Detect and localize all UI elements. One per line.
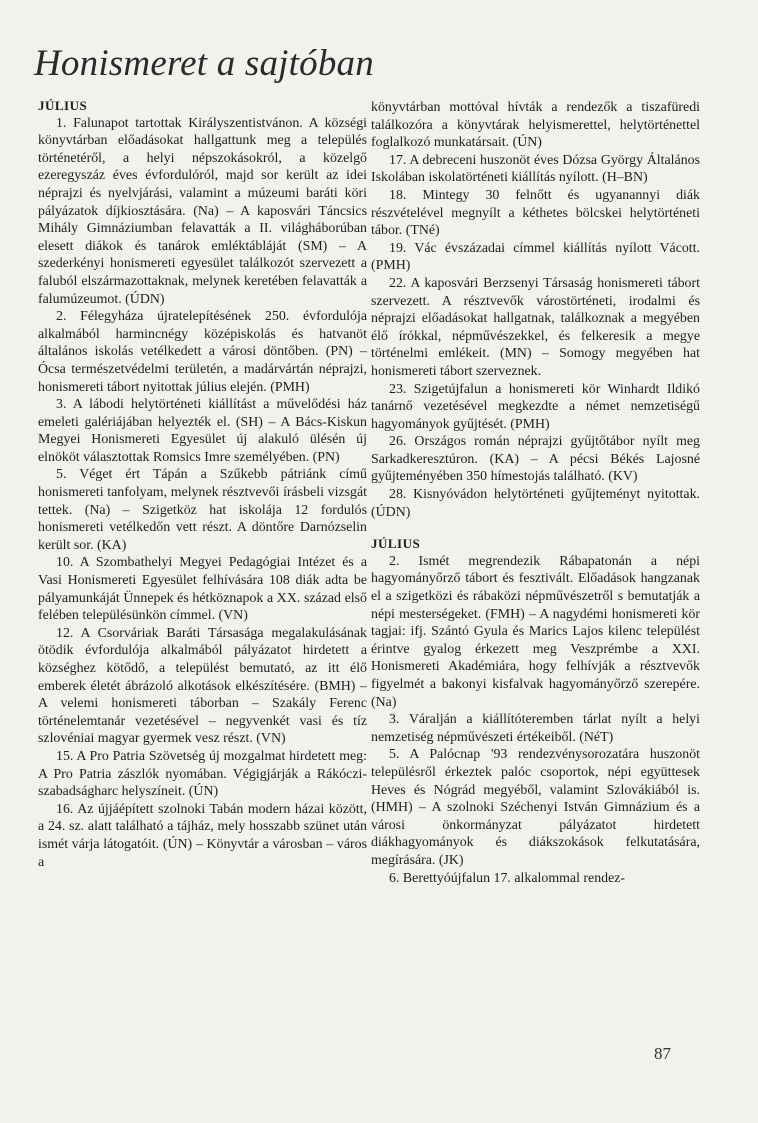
news-paragraph: 3. A lábodi helytörténeti kiállítást a művelődési ház emeleti galériájában helyezték el. (SH) – A Bács-Kiskun Megyei Honismereti Egyesület új alakuló ülésén új elnököt választottak Romsics Imre személyében. (PN) [38, 397, 367, 465]
news-paragraph: 18. Mintegy 30 felnőtt és ugyanannyi diák részvételével megnyílt a kéthetes bölcskei helytörténeti tábor. (TNé) [371, 187, 700, 239]
page-title: Honismeret a sajtóban [34, 43, 374, 84]
news-paragraph: 26. Országos román néprajzi gyűjtőtábor nyílt meg Sarkadkeresztúron. (KA) – A pécsi Békés Lajosné gyűjteményében 350 hímestojás található. (KV) [371, 434, 700, 485]
news-paragraph: 23. Szigetújfalun a honismereti kör Winhardt Ildikó tanárnő vezetésével megkezdte a német nemzetiségű hagyományok gyűjtését. (PMH) [371, 381, 700, 432]
news-paragraph: 5. A Palócnap '93 rendezvénysorozatára huszonöt településről érkeztek palóc csoportok, népi együttesek Heves és Nógrád megyéből, valamint Szlovákiából is. (HMH) – A szolnoki Széchenyi István Gimnázium és a városi önkormányzat pályázatot hirdetett diákhagyományok és diákszokások felkutatására, megírására. (JK) [371, 747, 700, 868]
news-paragraph: 10. A Szombathelyi Megyei Pedagógiai Intézet és a Vasi Honismereti Egyesület felhívására 108 diák adta be pályamunkáját Ünnepek és hétköznapok a XX. század első felében településünkön címmel. (VN) [38, 555, 367, 624]
news-paragraph: 22. A kaposvári Berzsenyi Társaság honismereti tábort szervezett. A résztvevők várostörténeti, irodalmi és néprajzi előadásokat hallgatnak, találkoznak a megyében élő írókkal, népművészekkel, és felkeresik a megye történelmi emlékeit. (MN) – Somogy megyében hat honismereti tábort szerveznek. [371, 275, 700, 379]
continued-paragraph: könyvtárban mottóval hívták a rendezők a tiszafüredi találkozóra a könyvtárak helyismerettel, helytörténettel foglalkozó munkatársait. (ÚN) [371, 100, 700, 151]
news-paragraph: 28. Kisnyóvádon helytörténeti gyűjteményt nyitottak. (ÚDN) [371, 487, 700, 520]
page-number: 87 [654, 1044, 671, 1063]
month-heading: JÚLIUS [38, 98, 88, 113]
news-paragraph: 3. Váralján a kiállítóteremben tárlat nyílt a helyi nemzetiség népművészeti értékeiből. (NéT) [371, 712, 700, 745]
news-paragraph: 2. Félegyháza újratelepítésének 250. évfordulója alkalmából harmincnégy középiskolás és hatvanöt általános iskolás vetélkedett a városi döntőben. (PN) – Ócsa természetvédelmi területén, a madárvártán néprajzi, honismereti tábort nyitottak július elején. (PMH) [38, 309, 367, 395]
left-column [38, 97, 367, 871]
news-paragraph: 19. Vác évszázadai címmel kiállítás nyílott Vácott. (PMH) [371, 240, 700, 274]
news-paragraph: 16. Az újjáépített szolnoki Tabán modern házai között, a 24. sz. alatt található a tájház, mely hosszabb szünet után ismét várja látogatóit. (ÚN) – Könyvtár a városban – város a [38, 801, 367, 870]
news-paragraph: 6. Berettyóújfalun 17. alkalommal rendez- [389, 870, 626, 886]
news-paragraph: 5. Véget ért Tápán a Szűkebb pátriánk című honismereti tanfolyam, melynek résztvevői írásbeli vizsgát tettek. (Na) – Szigetköz hat iskolája 12 fordulós honismereti vetélkedőn vett részt. A döntőre Darnózselin került sor. (KA) [38, 467, 367, 553]
news-paragraph: 12. A Csorváriak Baráti Társasága megalakulásának ötödik évfordulója alkalmából pályázatot hirdetett a községhez kötődő, a települést bemutató, az itt élő emberek életét ábrázoló alkotások elkészítésére. (BMH) – A velemi honismereti táborban – Szakály Ferenc történelemtanár vezetésével – negyvenkét vasi és tíz szlovéniai magyar gyermek vesz részt. (VN) [38, 625, 367, 747]
news-paragraph: 2. Ismét megrendezik Rábapatonán a népi hagyományőrző tábort és fesztivált. Előadások hangzanak el a szigetközi és rábaközi népművészetről s bemutatják a népi mesterségeket. (FMH) – A nagydémi honismereti kör tagjai: ifj. Szántó Gyula és Marics Lajos kilenc települést érintve gyalog érkezett meg Veszprémbe a XXI. Honismereti Akadémiára, hogy felhívják a résztvevők figyelmét a bakonyi kisfalvak hagyományőrző szerepére. (Na) [371, 553, 700, 710]
news-paragraph: 15. A Pro Patria Szövetség új mozgalmat hirdetett meg: A Pro Patria zászlók nyomában. Végigjárják a Rákóczi-szabadságharc helyszíneit. (ÚN) [38, 748, 367, 800]
month-heading: JÚLIUS [371, 536, 421, 552]
right-column [371, 99, 700, 887]
news-paragraph: 1. Falunapot tartottak Királyszentistvánon. A községi könyvtárban előadásokat hallgattunk meg a település történetéről, a helyi népszokásokról, a közelgő ezeregyszáz éves évfordulóról, majd sor került az idei néprajzi és nyelvjárási, valamint a múzeumi baráti köri pályázatok díjkiosztására. (Na) – A kaposvári Táncsics Mihály Gimnáziumban felavatták a II. világháborúban elesett diákok és tanárok emléktábláját (SM) – A szederkényi honismereti egyesület találkozót szervezett a faluból elszármazottaknak, melynek keretében felavatták a falumúzeumot. (ÚDN) [38, 115, 367, 307]
news-paragraph: 17. A debreceni huszonöt éves Dózsa György Általános Iskolában iskolatörténeti kiállítás nyílott. (H–BN) [371, 152, 700, 186]
